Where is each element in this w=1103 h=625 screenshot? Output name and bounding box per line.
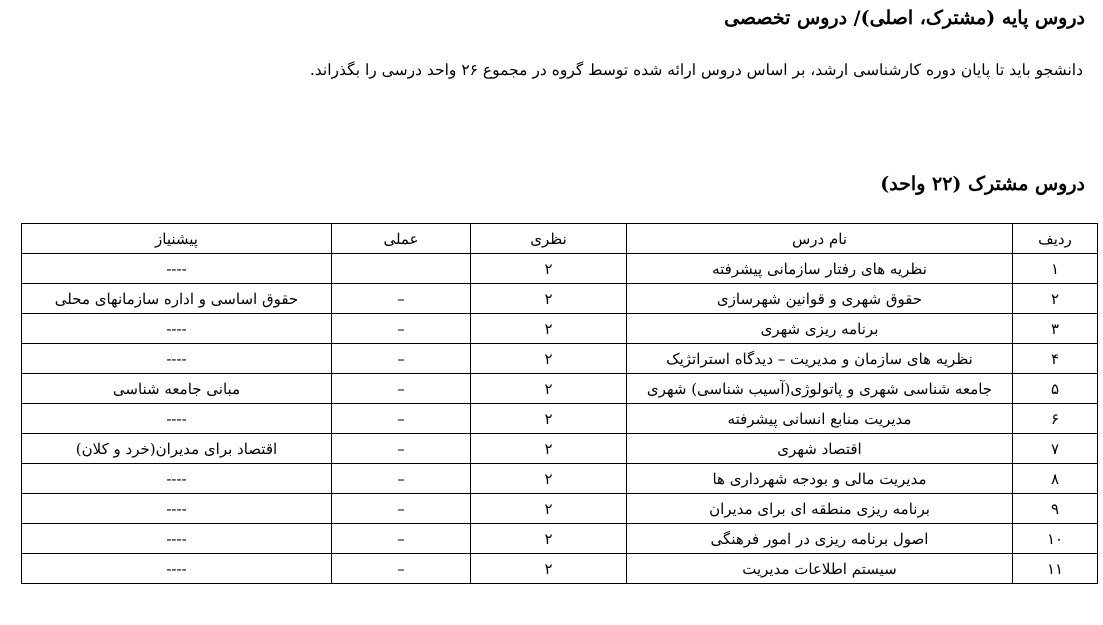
cell-practical-units: –: [332, 284, 471, 314]
cell-row-number: ۶: [1013, 404, 1098, 434]
cell-prerequisite: ----: [22, 344, 332, 374]
table-row: [22, 254, 1098, 284]
cell-prerequisite: ----: [22, 554, 332, 584]
cell-course-name: برنامه ریزی شهری: [627, 314, 1013, 344]
cell-theory-units: ۲: [471, 314, 627, 344]
table-row: [22, 524, 1098, 554]
table-row: [22, 374, 1098, 404]
header-theory-units: نظری: [471, 224, 627, 254]
cell-course-name: اصول برنامه ریزی در امور فرهنگی: [627, 524, 1013, 554]
page-title: دروس پایه (مشترک، اصلی)/ دروس تخصصی: [724, 7, 1085, 29]
table-row: [22, 284, 1098, 314]
cell-theory-units: ۲: [471, 374, 627, 404]
courses-table: [21, 223, 1098, 584]
header-course-name: نام درس: [627, 224, 1013, 254]
header-prerequisite: پیشنیاز: [22, 224, 332, 254]
cell-practical-units: –: [332, 554, 471, 584]
cell-prerequisite: ----: [22, 464, 332, 494]
cell-course-name: جامعه شناسی شهری و پاتولوژی(آسیب شناسی) شهری: [627, 374, 1013, 404]
cell-course-name: مدیریت مالی و بودجه شهرداری ها: [627, 464, 1013, 494]
cell-practical-units: –: [332, 434, 471, 464]
cell-theory-units: ۲: [471, 434, 627, 464]
cell-practical-units: –: [332, 464, 471, 494]
section-title: دروس مشترک (۲۲ واحد): [880, 173, 1085, 195]
cell-row-number: ۲: [1013, 284, 1098, 314]
cell-course-name: حقوق شهری و قوانین شهرسازی: [627, 284, 1013, 314]
cell-row-number: ۳: [1013, 314, 1098, 344]
cell-prerequisite: ----: [22, 254, 332, 284]
table-row: [22, 494, 1098, 524]
table-row: [22, 404, 1098, 434]
cell-practical-units: [332, 254, 471, 284]
cell-theory-units: ۲: [471, 284, 627, 314]
cell-practical-units: –: [332, 374, 471, 404]
cell-course-name: نظریه های سازمان و مدیریت – دیدگاه استراتژیک: [627, 344, 1013, 374]
cell-practical-units: –: [332, 524, 471, 554]
table-header-row: [22, 224, 1098, 254]
table-row: [22, 434, 1098, 464]
header-row-number: ردیف: [1013, 224, 1098, 254]
cell-prerequisite: ----: [22, 524, 332, 554]
table-row: [22, 464, 1098, 494]
cell-prerequisite: ----: [22, 404, 332, 434]
intro-paragraph: دانشجو باید تا پایان دوره کارشناسی ارشد، بر اساس دروس ارائه شده توسط گروه در مجموع ۲۶ واحد درسی را بگذراند.: [309, 61, 1083, 79]
cell-course-name: برنامه ریزی منطقه ای برای مدیران: [627, 494, 1013, 524]
cell-practical-units: –: [332, 344, 471, 374]
table-row: [22, 344, 1098, 374]
cell-course-name: اقتصاد شهری: [627, 434, 1013, 464]
table-row: [22, 314, 1098, 344]
cell-practical-units: –: [332, 314, 471, 344]
cell-row-number: ۹: [1013, 494, 1098, 524]
cell-prerequisite: ----: [22, 494, 332, 524]
cell-row-number: ۴: [1013, 344, 1098, 374]
cell-practical-units: –: [332, 404, 471, 434]
cell-theory-units: ۲: [471, 554, 627, 584]
cell-row-number: ۸: [1013, 464, 1098, 494]
cell-theory-units: ۲: [471, 464, 627, 494]
cell-theory-units: ۲: [471, 524, 627, 554]
cell-row-number: ۱: [1013, 254, 1098, 284]
cell-theory-units: ۲: [471, 254, 627, 284]
cell-course-name: نظریه های رفتار سازمانی پیشرفته: [627, 254, 1013, 284]
cell-course-name: مدیریت منابع انسانی پیشرفته: [627, 404, 1013, 434]
cell-theory-units: ۲: [471, 404, 627, 434]
cell-prerequisite: اقتصاد برای مدیران(خرد و کلان): [22, 434, 332, 464]
cell-course-name: سیستم اطلاعات مدیریت: [627, 554, 1013, 584]
cell-prerequisite: ----: [22, 314, 332, 344]
cell-theory-units: ۲: [471, 494, 627, 524]
cell-row-number: ۷: [1013, 434, 1098, 464]
table-row: [22, 554, 1098, 584]
cell-prerequisite: مبانی جامعه شناسی: [22, 374, 332, 404]
cell-theory-units: ۲: [471, 344, 627, 374]
cell-row-number: ۵: [1013, 374, 1098, 404]
header-practical-units: عملی: [332, 224, 471, 254]
cell-row-number: ۱۱: [1013, 554, 1098, 584]
cell-practical-units: –: [332, 494, 471, 524]
cell-prerequisite: حقوق اساسی و اداره سازمانهای محلی: [22, 284, 332, 314]
cell-row-number: ۱۰: [1013, 524, 1098, 554]
